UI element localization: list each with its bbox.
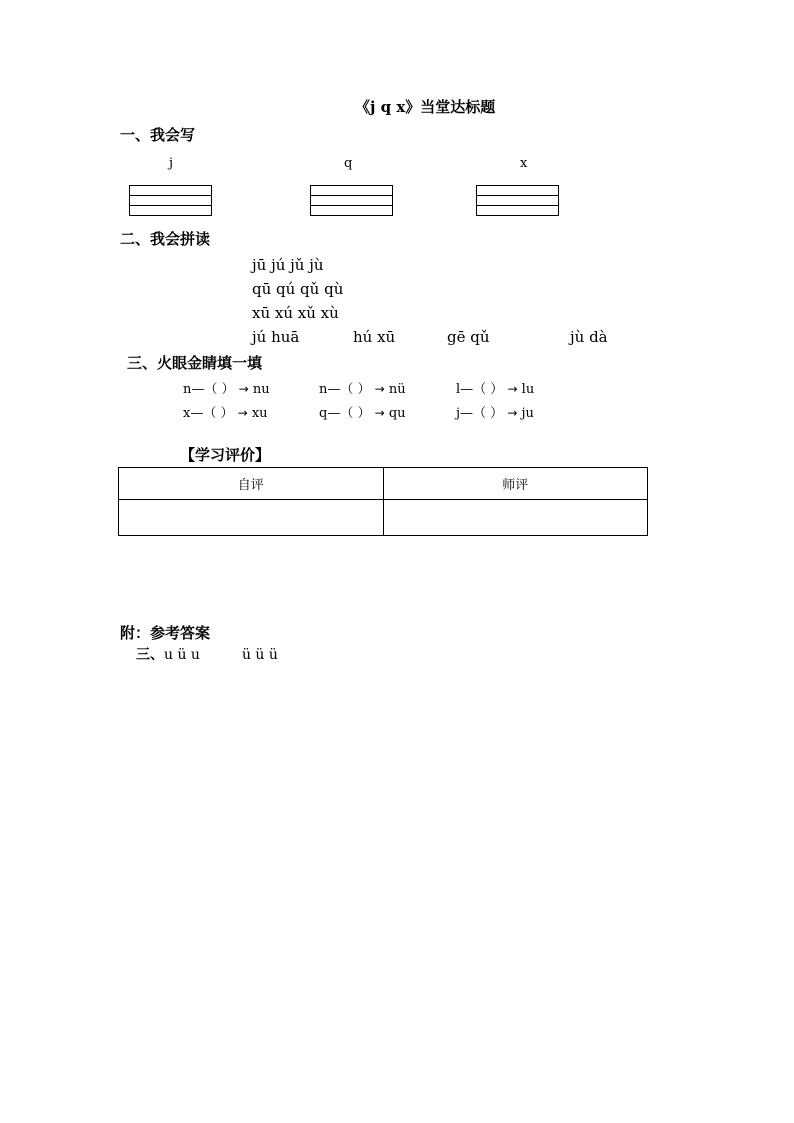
fill-item[interactable] bbox=[319, 378, 406, 397]
fill-start: n bbox=[183, 382, 192, 397]
pinyin-word-4: jù dà bbox=[570, 328, 608, 346]
fill-blank[interactable]: —（ ） bbox=[191, 382, 235, 397]
pinyin-row-q: qū qú qǔ qù bbox=[252, 280, 344, 298]
arrow-icon: → bbox=[507, 406, 518, 420]
pinyin-word-1: jú huā bbox=[252, 328, 300, 346]
writing-lines-x[interactable] bbox=[476, 185, 559, 216]
letter-q: q bbox=[344, 156, 353, 171]
fill-item[interactable] bbox=[183, 402, 268, 421]
fill-start: j bbox=[456, 406, 461, 421]
evaluation-title: 【学习评价】 bbox=[180, 446, 271, 464]
fill-blank[interactable]: —（ ） bbox=[327, 406, 371, 421]
writing-lines-j[interactable] bbox=[129, 185, 212, 216]
col-teacher-evaluation: 师评 bbox=[383, 468, 648, 500]
answers-line bbox=[136, 644, 278, 664]
arrow-icon: → bbox=[374, 406, 385, 420]
arrow-icon: → bbox=[237, 406, 248, 420]
fill-result: lu bbox=[521, 382, 535, 397]
pinyin-row-x: xū xú xǔ xù bbox=[252, 304, 339, 322]
self-evaluation-cell[interactable] bbox=[119, 500, 384, 536]
fill-blank[interactable]: —（ ） bbox=[460, 406, 504, 421]
fill-item[interactable] bbox=[319, 402, 406, 421]
pinyin-row-j: jū jú jǔ jù bbox=[252, 256, 324, 274]
page-title: 《j q x》当堂达标题 bbox=[355, 98, 496, 116]
letter-j: j bbox=[169, 156, 174, 171]
fill-start: l bbox=[456, 382, 461, 397]
fill-result: nu bbox=[252, 382, 270, 397]
letter-x: x bbox=[520, 156, 528, 171]
fill-item[interactable] bbox=[183, 378, 270, 397]
evaluation-table bbox=[118, 467, 648, 536]
pinyin-word-2: hú xū bbox=[353, 328, 396, 346]
teacher-evaluation-cell[interactable] bbox=[383, 500, 648, 536]
pinyin-word-3: gē qǔ bbox=[447, 328, 490, 346]
section-heading-read: 二、我会拼读 bbox=[120, 230, 211, 248]
answers-prefix: 三、 bbox=[136, 647, 164, 663]
fill-blank[interactable]: —（ ） bbox=[190, 406, 234, 421]
fill-blank[interactable]: —（ ） bbox=[327, 382, 371, 397]
fill-result: ju bbox=[521, 406, 534, 421]
fill-blank[interactable]: —（ ） bbox=[460, 382, 504, 397]
arrow-icon: → bbox=[507, 382, 518, 396]
writing-lines-q[interactable] bbox=[310, 185, 393, 216]
answers-group-2: ü ü ü bbox=[241, 647, 278, 663]
col-self-evaluation: 自评 bbox=[119, 468, 384, 500]
fill-result: xu bbox=[251, 406, 268, 421]
arrow-icon: → bbox=[238, 382, 249, 396]
fill-result: nü bbox=[388, 382, 406, 397]
fill-start: n bbox=[319, 382, 328, 397]
answers-title: 附：参考答案 bbox=[120, 624, 211, 642]
arrow-icon: → bbox=[374, 382, 385, 396]
answers-group-1: u ü u bbox=[164, 647, 200, 663]
section-heading-fill: 三、火眼金睛填一填 bbox=[127, 354, 263, 372]
fill-start: q bbox=[319, 406, 328, 421]
fill-result: qu bbox=[388, 406, 406, 421]
fill-item[interactable] bbox=[456, 402, 534, 421]
section-heading-write: 一、我会写 bbox=[120, 126, 196, 144]
fill-start: x bbox=[183, 406, 191, 421]
fill-item[interactable] bbox=[456, 378, 534, 397]
